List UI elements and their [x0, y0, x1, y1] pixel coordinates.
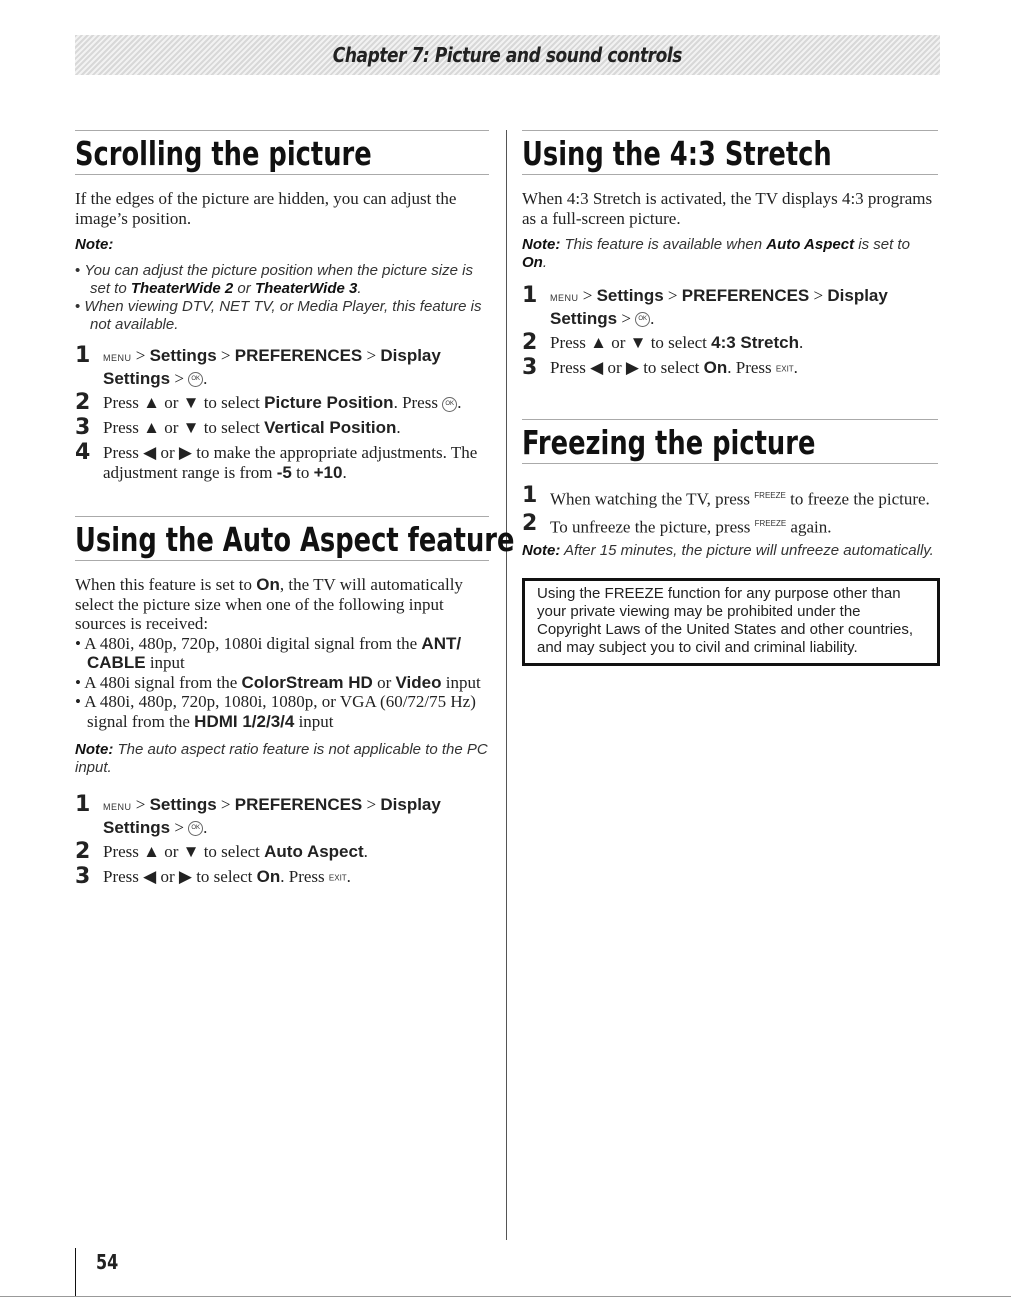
right-column [522, 130, 938, 694]
step-text: MENU > Settings > PREFERENCES > Display Settings > OK . [550, 286, 888, 328]
copyright-warning-box: Using the FREEZE function for any purpose other than your private viewing may be prohibited under the Copyright Laws of the United States and other countries, and may subject you to civil and criminal liability. [522, 578, 940, 666]
step [75, 390, 489, 415]
section-43-stretch [522, 130, 938, 379]
step-number: 3 [75, 415, 91, 440]
step-number: 2 [522, 330, 538, 355]
step-list [522, 482, 938, 537]
step-text: Press ◀ or ▶ to select On. Press EXIT. [103, 867, 351, 886]
menu-icon: MENU [103, 802, 132, 812]
step-number: 2 [522, 511, 538, 536]
step-text: Press ▲ or ▼ to select Vertical Position. [103, 418, 401, 437]
step-list [75, 792, 489, 889]
page-number-bar [75, 1248, 76, 1297]
step-number: 2 [75, 390, 91, 415]
step-text: Press ◀ or ▶ to make the appropriate adjustments. The adjustment range is from -5 to +10. [103, 443, 478, 482]
note: Note: This feature is available when Auto Aspect is set to On. [522, 236, 910, 271]
step-text: When watching the TV, press $^{FREEZE}$ to freeze the picture. [550, 489, 930, 509]
ok-icon: OK [635, 312, 650, 327]
section-auto-aspect [75, 516, 515, 889]
step-number: 1 [522, 283, 538, 308]
section-freezing-picture [522, 419, 938, 666]
section-heading [522, 130, 938, 175]
intro-text: When this feature is set to On, the TV will automatically select the picture size when one of the following input sources is received: [75, 575, 463, 633]
step-text: MENU > Settings > PREFERENCES > Display Settings > OK . [103, 346, 441, 388]
step-text: Press ▲ or ▼ to select Picture Position. Press OK . [103, 393, 462, 412]
exit-icon: EXIT [775, 364, 794, 374]
note-item: • You can adjust the picture position when the picture size is set to TheaterWide 2 or TheaterWide 3. [75, 262, 489, 298]
note: Note: The auto aspect ratio feature is not applicable to the PC input. [75, 741, 488, 776]
ok-icon: OK [188, 821, 203, 836]
step-number: 1 [522, 482, 538, 508]
section-heading [522, 419, 938, 464]
intro-text: If the edges of the picture are hidden, you can adjust the image’s position. [75, 189, 457, 228]
step-number: 4 [75, 440, 91, 465]
freeze-icon: FREEZE [754, 490, 786, 500]
left-column [75, 130, 515, 916]
intro-text: When 4:3 Stretch is activated, the TV displays 4:3 programs as a full-screen picture. [522, 189, 933, 228]
freeze-icon: FREEZE [754, 519, 787, 528]
section-heading [75, 516, 515, 561]
step [75, 864, 489, 889]
bullet-item: • A 480i, 480p, 720p, 1080i digital signal from the ANT/ CABLE input [75, 633, 462, 672]
step-number: 1 [75, 792, 91, 817]
step [75, 792, 489, 837]
step-list [75, 343, 489, 482]
step [522, 511, 938, 537]
step-text: To unfreeze the picture, press $^{FREEZE}$ again. [550, 517, 832, 537]
step [75, 415, 489, 440]
step [522, 482, 938, 509]
step-text: Press ◀ or ▶ to select On. Press EXIT. [550, 358, 798, 377]
note: Note: After 15 minutes, the picture will unfreeze automatically. [522, 542, 934, 560]
section-title: Using the Auto Aspect feature [75, 520, 515, 559]
step-text: Press ▲ or ▼ to select 4:3 Stretch. [550, 333, 804, 352]
note-item: • When viewing DTV, NET TV, or Media Player, this feature is not available. [75, 298, 489, 334]
ok-icon: OK [442, 397, 457, 412]
menu-icon: MENU [103, 353, 132, 363]
step [75, 343, 489, 388]
chapter-title: Chapter 7: Picture and sound controls [332, 43, 683, 67]
step [522, 283, 938, 328]
exit-icon: EXIT [328, 873, 347, 883]
section-title: Freezing the picture [522, 422, 816, 462]
menu-icon: MENU [550, 293, 579, 303]
step [522, 355, 938, 380]
bullet-item: • A 480i, 480p, 720p, 1080i, 1080p, or VGA (60/72/75 Hz) signal from the HDMI 1/2/3/4 input [75, 692, 476, 731]
step-text: Press ▲ or ▼ to select Auto Aspect. [103, 842, 368, 861]
note-label: Note: [75, 236, 114, 253]
step-number: 2 [75, 839, 91, 864]
section-heading [75, 130, 489, 175]
step-number: 3 [522, 355, 538, 380]
section-title: Scrolling the picture [75, 134, 372, 173]
step [75, 440, 489, 482]
step [75, 839, 489, 864]
section-scrolling-picture [75, 130, 489, 482]
step-text: MENU > Settings > PREFERENCES > Display Settings > OK . [103, 795, 441, 837]
step [522, 330, 938, 355]
step-number: 1 [75, 343, 91, 368]
page-number: 54 [96, 1250, 119, 1274]
step-number: 3 [75, 864, 91, 889]
ok-icon: OK [188, 372, 203, 387]
chapter-header-bar [75, 35, 940, 75]
bullet-item: • A 480i signal from the ColorStream HD or Video input [75, 672, 481, 692]
column-divider [506, 130, 507, 1240]
step-list [522, 283, 938, 380]
note-list [75, 262, 489, 334]
section-title: Using the 4:3 Stretch [522, 134, 832, 173]
